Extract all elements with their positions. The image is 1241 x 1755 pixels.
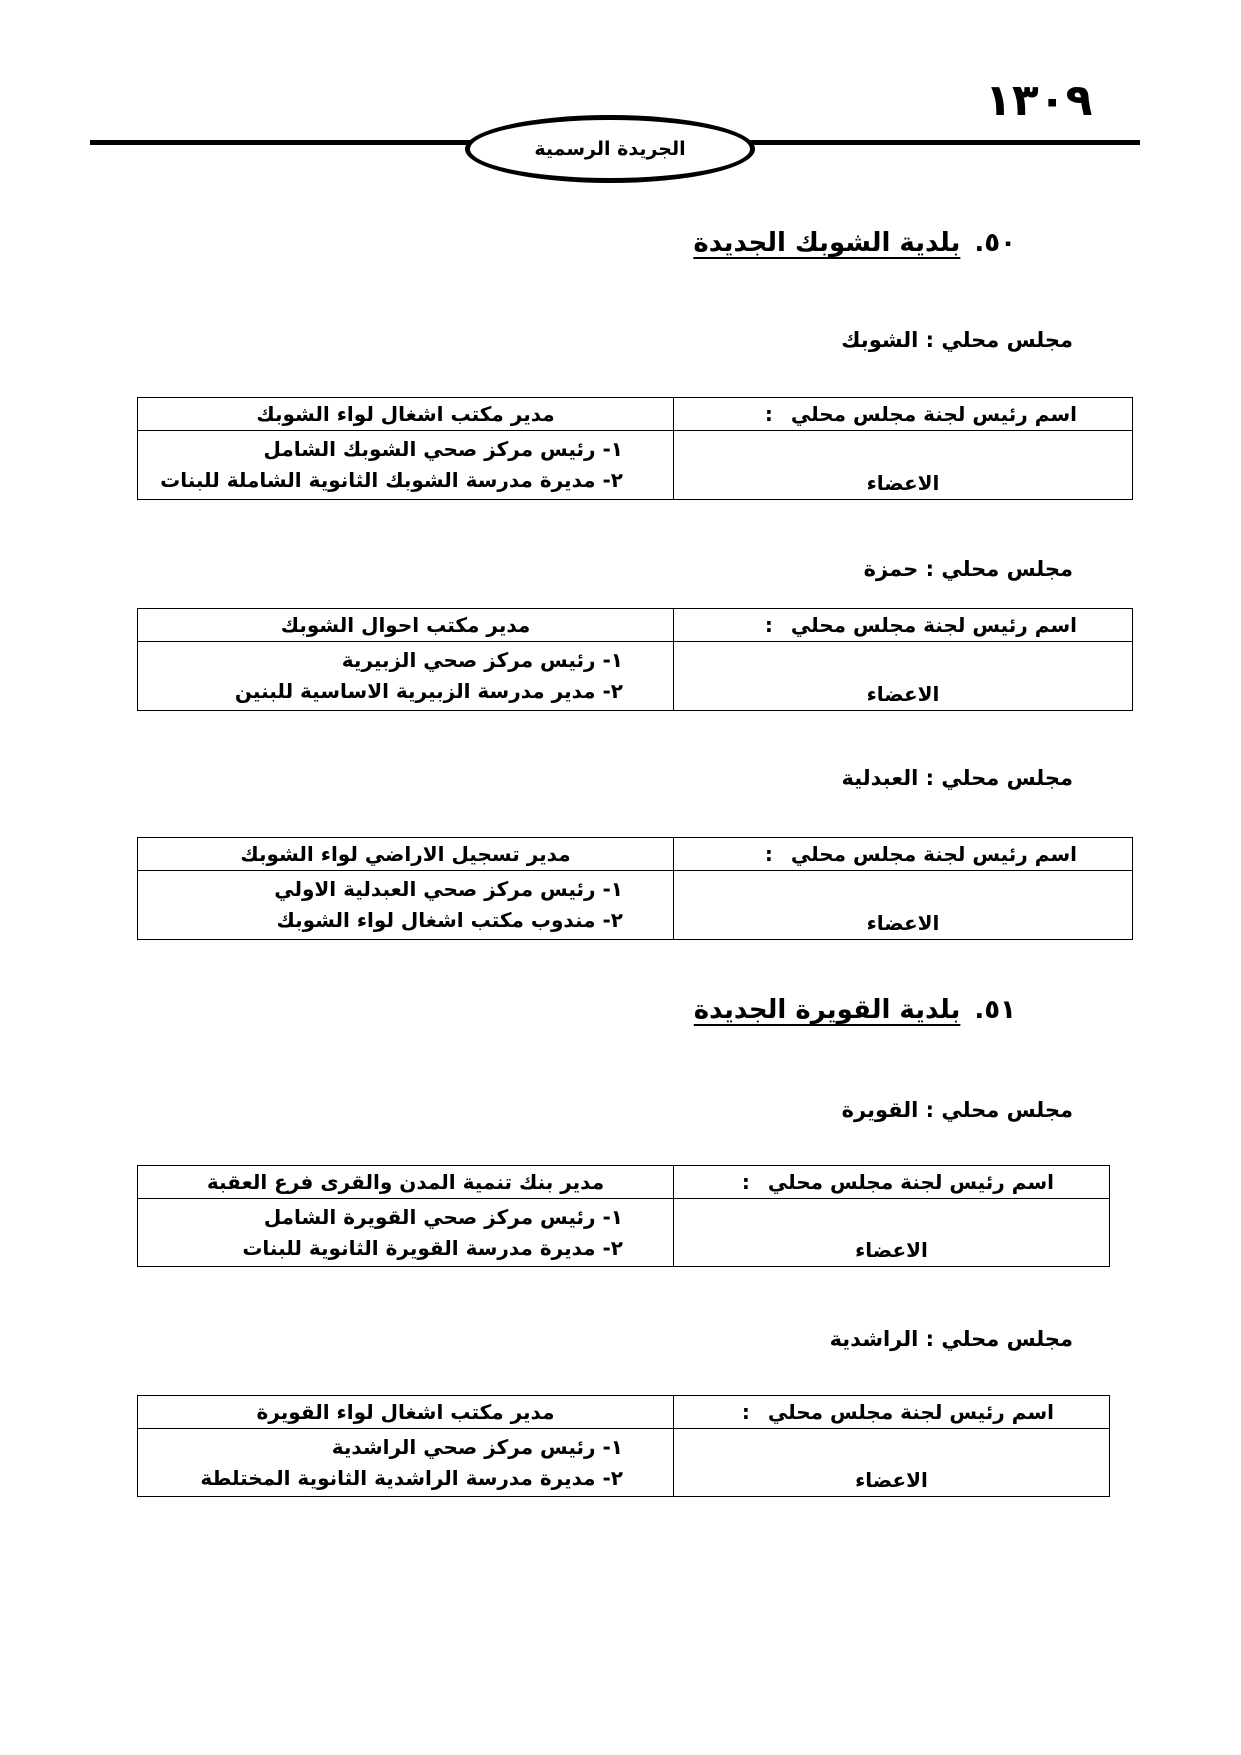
council-table (137, 1395, 1110, 1497)
members-label: الاعضاء (674, 1429, 1110, 1497)
members-label: الاعضاء (674, 431, 1133, 500)
council-label: مجلس محلي : حمزة (863, 557, 1073, 581)
chair-value: مدير مكتب اشغال لواء الشوبك (138, 398, 674, 431)
gazette-title-oval (465, 115, 755, 183)
chair-label: اسم رئيس لجنة مجلس محلي (790, 842, 1077, 866)
chair-colon: : (764, 402, 773, 426)
chair-label: اسم رئيس لجنة مجلس محلي (767, 1400, 1054, 1424)
section-title: بلدية القويرة الجديدة (693, 995, 961, 1025)
chair-label-cell (674, 609, 1133, 642)
chair-label-cell (674, 1166, 1110, 1199)
member-item: ١- رئيس مركز صحي الشوبك الشامل (263, 437, 623, 461)
members-label: الاعضاء (674, 642, 1133, 711)
chair-colon: : (764, 842, 773, 866)
council-table (137, 608, 1133, 711)
chair-value: مدير مكتب اشغال لواء القويرة (138, 1396, 674, 1429)
member-item: ١- رئيس مركز صحي العبدلية الاولي (274, 877, 623, 901)
members-list (138, 431, 674, 500)
council-table (137, 837, 1133, 940)
chair-label-cell (674, 398, 1133, 431)
chair-value: مدير تسجيل الاراضي لواء الشوبك (138, 838, 674, 871)
council-label: مجلس محلي : الراشدية (829, 1327, 1073, 1351)
council-label: مجلس محلي : الشوبك (841, 328, 1073, 352)
chair-label: اسم رئيس لجنة مجلس محلي (790, 613, 1077, 637)
chair-colon: : (741, 1400, 750, 1424)
chair-value: مدير بنك تنمية المدن والقرى فرع العقبة (138, 1166, 674, 1199)
chair-value: مدير مكتب احوال الشوبك (138, 609, 674, 642)
section-number: ٥١. (974, 995, 1016, 1025)
council-table (137, 1165, 1110, 1267)
members-list (138, 1199, 674, 1267)
chair-colon: : (764, 613, 773, 637)
chair-label: اسم رئيس لجنة مجلس محلي (790, 402, 1077, 426)
section-heading (694, 995, 1016, 1025)
member-item: ٢- مديرة مدرسة الشوبك الثانوية الشاملة للبنات (160, 468, 623, 492)
member-item: ١- رئيس مركز صحي الراشدية (331, 1434, 623, 1459)
council-label: مجلس محلي : العبدلية (841, 766, 1073, 790)
member-item: ٢- مديرة مدرسة الراشدية الثانوية المختلطة (200, 1465, 623, 1490)
chair-label-cell (674, 838, 1133, 871)
council-table (137, 397, 1133, 500)
member-item: ١- رئيس مركز صحي القويرة الشامل (263, 1204, 623, 1229)
section-number: ٥٠. (974, 228, 1016, 258)
gazette-title: الجريدة الرسمية (534, 138, 686, 160)
members-list (138, 642, 674, 711)
council-label: مجلس محلي : القويرة (841, 1098, 1073, 1122)
member-item: ٢- مديرة مدرسة القويرة الثانوية للبنات (242, 1235, 623, 1260)
chair-colon: : (741, 1170, 750, 1194)
section-heading (693, 228, 1016, 258)
chair-label-cell (674, 1396, 1110, 1429)
members-list (138, 1429, 674, 1497)
member-item: ١- رئيس مركز صحي الزبيرية (341, 648, 623, 672)
members-list (138, 871, 674, 940)
chair-label: اسم رئيس لجنة مجلس محلي (767, 1170, 1054, 1194)
section-title: بلدية الشوبك الجديدة (693, 228, 961, 258)
members-label: الاعضاء (674, 871, 1133, 940)
member-item: ٢- مدير مدرسة الزبيرية الاساسية للبنين (234, 679, 623, 703)
page-number: ١٣٠٩ (985, 75, 1093, 126)
member-item: ٢- مندوب مكتب اشغال لواء الشوبك (276, 908, 623, 932)
members-label: الاعضاء (674, 1199, 1110, 1267)
